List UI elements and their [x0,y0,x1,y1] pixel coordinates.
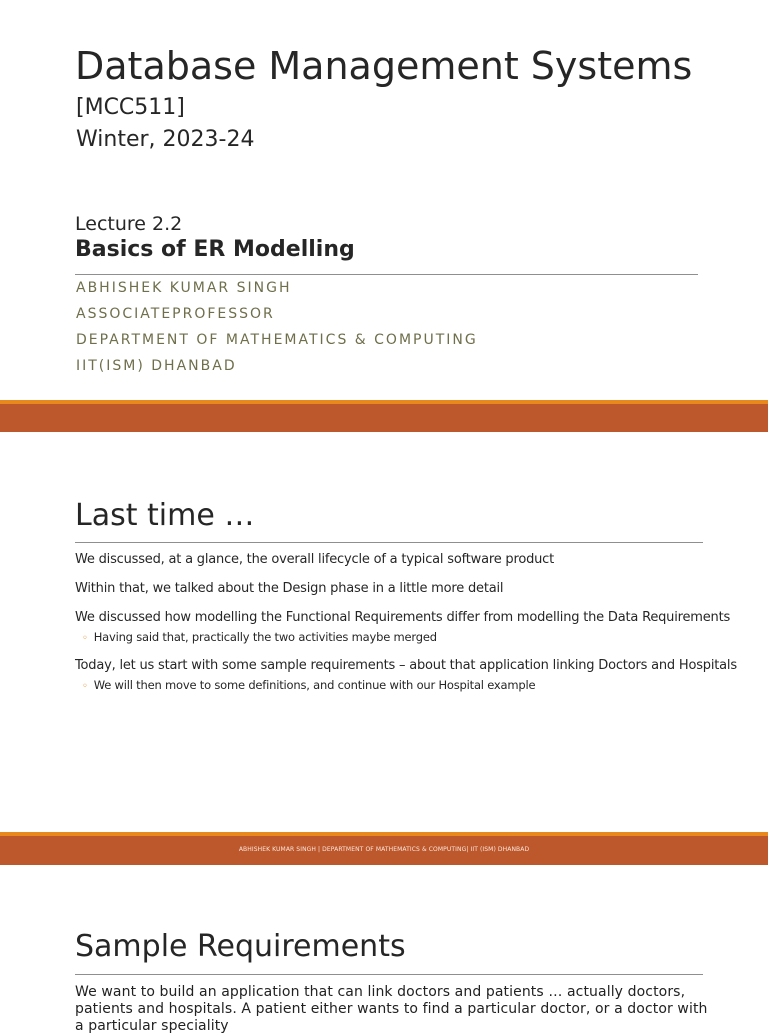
title-divider [75,274,698,275]
band-accent-line [0,400,768,404]
author-designation: ASSOCIATEPROFESSOR [76,306,275,322]
slide-footer-band [0,832,768,865]
lecture-number: Lecture 2.2 [75,213,183,235]
bullet-dot-icon: ◦ [82,633,88,644]
band-accent-line [0,832,768,836]
last-time-slide [0,432,768,832]
requirements-text: We want to build an application that can link doctors and patients … actually doctors, patients and hospitals. A patient either wants to find a particular doctor, or a doctor with a particular speciality [75,984,708,1034]
lecture-title: Basics of ER Modelling [75,237,355,262]
bullet-dot-icon: ◦ [82,681,88,692]
sample-requirements-slide [0,865,768,1034]
heading-divider [75,974,703,975]
title-slide [0,0,768,400]
author-department: DEPARTMENT OF MATHEMATICS & COMPUTING [76,332,478,348]
author-name: ABHISHEK KUMAR SINGH [76,280,292,296]
sub-bullet-item [82,678,535,692]
sub-bullet-text: We will then move to some definitions, and continue with our Hospital example [93,678,536,692]
slide-separator-band [0,400,768,432]
bullet-item: Today, let us start with some sample requirements – about that application linking Doctors and Hospitals [75,658,737,673]
bullet-item: We discussed, at a glance, the overall lifecycle of a typical software product [75,552,555,567]
slide-heading: Last time … [75,498,255,533]
author-institute: IIT(ISM) DHANBAD [76,358,237,374]
slide-footer-text: ABHISHEK KUMAR SINGH | DEPARTMENT OF MATHEMATICS & COMPUTING| IIT (ISM) DHANBAD [238,846,530,853]
course-term: Winter, 2023-24 [76,127,255,152]
slide-heading: Sample Requirements [75,929,406,964]
bullet-item: We discussed how modelling the Functional Requirements differ from modelling the Data Requirements [75,610,731,625]
bullet-item: Within that, we talked about the Design phase in a little more detail [75,581,504,596]
sub-bullet-item [82,630,437,644]
course-title: Database Management Systems [75,44,693,88]
heading-divider [75,542,703,543]
course-code: [MCC511] [76,95,185,120]
sub-bullet-text: Having said that, practically the two activities maybe merged [93,630,437,644]
